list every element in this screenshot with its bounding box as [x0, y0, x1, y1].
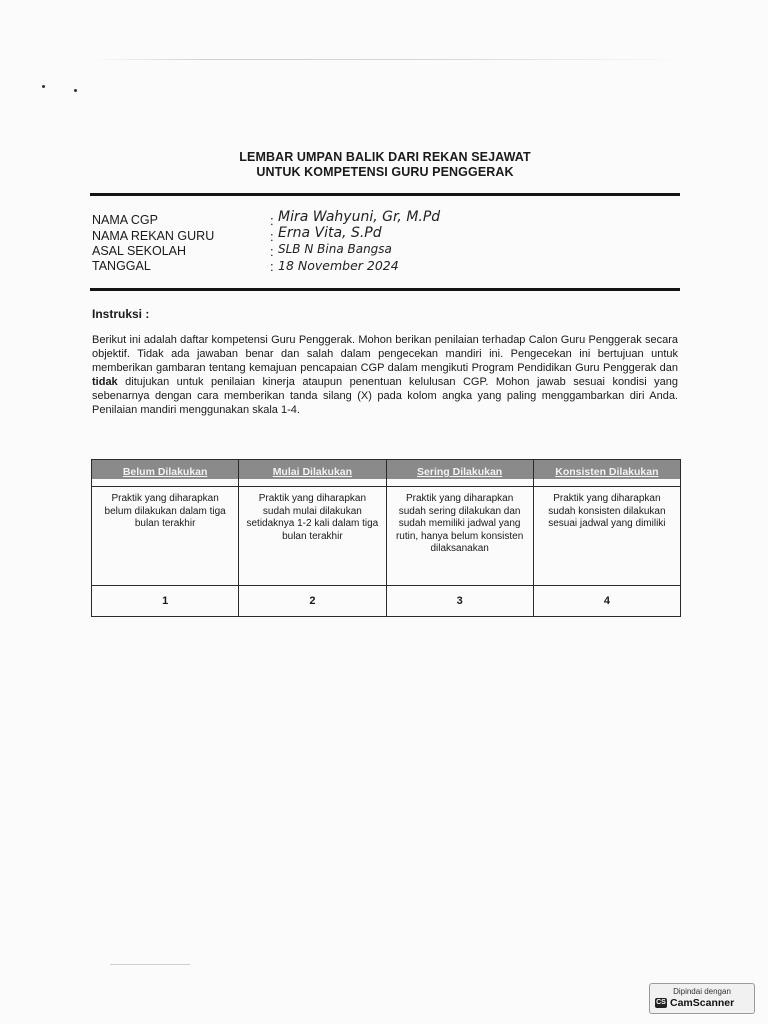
scale-header-mulai: Mulai Dilakukan [272, 465, 353, 478]
scale-header-konsisten: Konsisten Dilakukan [555, 465, 659, 478]
field-value-nama-cgp: Mira Wahyuni, Gr, M.Pd [278, 209, 441, 225]
field-label-asal-sekolah: ASAL SEKOLAH [92, 244, 187, 258]
scan-edge-top [90, 59, 690, 60]
watermark-brand: CamScanner [670, 997, 735, 1009]
scan-speck [74, 89, 77, 92]
field-colon: : [270, 259, 274, 274]
rating-scale-table [91, 459, 681, 617]
scale-header-cell [239, 460, 386, 487]
scale-header-sering: Sering Dilakukan [417, 465, 503, 478]
field-label-nama-cgp: NAMA CGP [92, 213, 158, 227]
scale-score-4[interactable]: 4 [533, 586, 680, 617]
document-title-line2: UNTUK KOMPETENSI GURU PENGGERAK [256, 165, 514, 179]
instructions-emphasis: tidak [92, 376, 118, 389]
scale-score-3[interactable]: 3 [386, 586, 533, 617]
scale-score-1[interactable]: 1 [92, 586, 239, 617]
field-colon: : [270, 244, 274, 259]
camscanner-watermark [649, 983, 755, 1014]
scale-header-cell [533, 460, 680, 487]
field-value-nama-rekan-guru: Erna Vita, S.Pd [278, 225, 382, 241]
scale-description-row [92, 487, 681, 586]
instructions-body [92, 333, 678, 418]
field-colon: : [270, 229, 274, 244]
field-label-nama-rekan-guru: NAMA REKAN GURU [92, 229, 215, 243]
field-label-tanggal: TANGGAL [92, 259, 151, 273]
scan-edge-bottom [110, 964, 190, 965]
scale-description-3: Praktik yang diharapkan sudah sering dilakukan dan sudah memiliki jadwal yang rutin, hanya belum konsisten dilaksanakan [386, 487, 533, 586]
scale-description-2: Praktik yang diharapkan sudah mulai dilakukan setidaknya 1-2 kali dalam tiga bulan terakhir [239, 487, 386, 586]
scale-score-row [92, 586, 681, 617]
instructions-text-1: Berikut ini adalah daftar kompetensi Guru Penggerak. Mohon berikan penilaian terhadap Calon Guru Penggerak secara objektif. Tidak ada jawaban benar dan salah dalam pengecekan mandiri ini. Pengecekan ini bertujuan untuk memberikan gambaran tentang kemajuan pencapaian CGP dalam mengikuti Program Pendidikan Guru Penggerak dan [92, 334, 678, 375]
instructions-heading: Instruksi : [92, 307, 150, 321]
divider-top [90, 193, 680, 196]
scan-speck [42, 85, 45, 88]
instructions-text-2: ditujukan untuk penilaian kinerja ataupun penentuan kelulusan CGP. Mohon jawab sesuai kondisi yang sebenarnya dengan cara memberikan tanda silang (X) pada kolom angka yang paling menggambarkan diri Anda. Penilaian mandiri menggunakan skala 1-4. [92, 376, 678, 417]
watermark-caption: Dipindai dengan [673, 987, 731, 996]
scale-score-2[interactable]: 2 [239, 586, 386, 617]
document-title-line1: LEMBAR UMPAN BALIK DARI REKAN SEJAWAT [239, 150, 531, 164]
divider-bottom [90, 288, 680, 291]
scale-header-row [92, 460, 681, 487]
scale-description-1: Praktik yang diharapkan belum dilakukan dalam tiga bulan terakhir [92, 487, 239, 586]
camscanner-logo-icon: CS [656, 999, 666, 1006]
scale-header-belum: Belum Dilakukan [122, 465, 208, 478]
field-value-asal-sekolah: SLB N Bina Bangsa [278, 242, 392, 256]
scale-description-4: Praktik yang diharapkan sudah konsisten dilakukan sesuai jadwal yang dimiliki [533, 487, 680, 586]
field-value-tanggal: 18 November 2024 [278, 258, 399, 273]
field-colon: : [270, 213, 274, 228]
scale-header-cell [92, 460, 239, 487]
scale-header-cell [386, 460, 533, 487]
